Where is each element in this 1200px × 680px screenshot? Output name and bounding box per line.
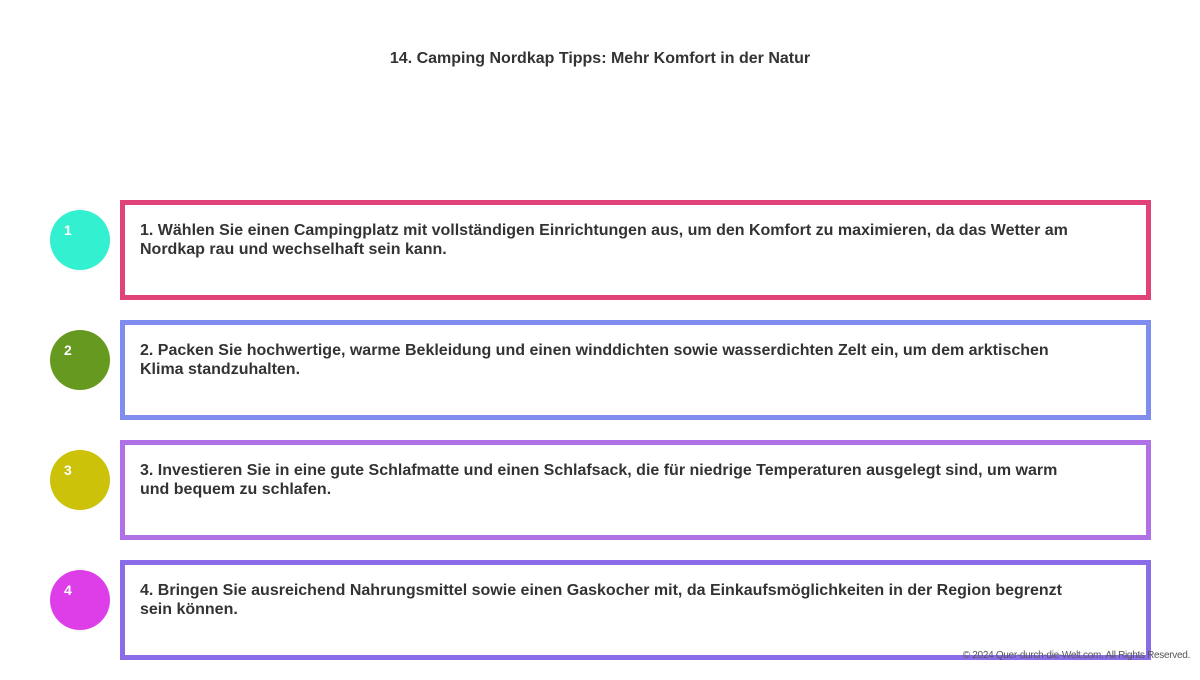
tip-number-circle-1 [50,210,110,270]
tip-number-circle-2 [50,330,110,390]
tip-number-label-2: 2 [64,342,72,358]
tip-row-4 [0,560,1200,660]
tip-number-label-1: 1 [64,222,72,238]
tip-text-1: 1. Wählen Sie einen Campingplatz mit vollständigen Einrichtungen aus, um den Komfort zu maximieren, da das Wetter am Nordkap rau und wechselhaft sein kann. [140,222,1068,258]
tip-number-label-3: 3 [64,462,72,478]
tip-box-4 [120,560,1151,660]
page-title: 14. Camping Nordkap Tipps: Mehr Komfort in der Natur [389,50,811,67]
tip-number-label-4: 4 [64,582,72,598]
tip-text-4: 4. Bringen Sie ausreichend Nahrungsmittel sowie einen Gaskocher mit, da Einkaufsmöglichkeiten in der Region begrenzt sein können. [140,582,1062,618]
tip-box-1 [120,200,1151,300]
tip-text-2: 2. Packen Sie hochwertige, warme Bekleidung und einen winddichten sowie wasserdichten Zelt ein, um dem arktischen Klima standzuhalten. [140,342,1049,378]
copyright-notice: © 2024 Quer-durch-die-Welt.com. All Rights Reserved. [962,650,1190,661]
tip-number-circle-4 [50,570,110,630]
tip-row-1 [0,200,1200,300]
tip-row-2 [0,320,1200,420]
tip-box-3 [120,440,1151,540]
tip-row-3 [0,440,1200,540]
tip-box-2 [120,320,1151,420]
tip-number-circle-3 [50,450,110,510]
tip-text-3: 3. Investieren Sie in eine gute Schlafmatte und einen Schlafsack, die für niedrige Temperaturen ausgelegt sind, um warm und bequem zu schlafen. [140,462,1058,498]
